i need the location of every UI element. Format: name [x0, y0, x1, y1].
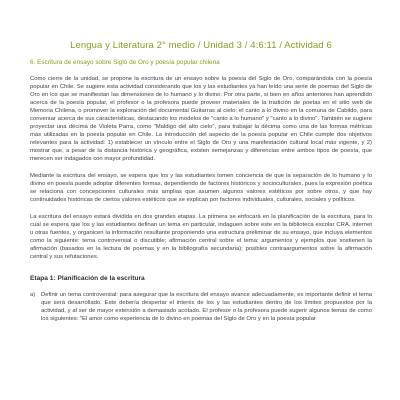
list-item-marker: a) — [30, 292, 36, 298]
paragraph-intro: Como cierre de la unidad, se propone la escritura de un ensayo sobre la poesía del Siglo de Oro, comparándola con la poesía popular en Chile. Se sugiere esta actividad considerando que los y las estudiantes ya han leído una serie de poemas del Siglo de Oro en los que se manifiestan las dimensiones de lo humano y lo divino. Por otra parte, si bien en años anteriores han aprendido acerca de la poesía popular, el profesor o la profesora puede proveer materiales de la tradición de poetas en el sitio web de Memoria Chilena, o promover la exploración del documental Guitarras al cielo: el canto a lo divino en la comuna de Cabildo, para conversar acerca de sus características, destacando los modelos de "canto a lo humano" y "canto a lo divino". También se sugiere proyectar una décima de Violeta Parra, como "Maldigo del alto cielo", para trabajar la décima como una de las formas métricas más utilizadas en la poesía popular en Chile. La introducción del aspecto de la poesía popular en Chile cumple dos objetivos relevantes para la actividad: 1) establecer un vínculo entre el Siglo de Oro y una manifestación cultural local más vigente, y 2) mostrar que, a pesar de la distancia histórica y geográfica, existen semejanzas y diferencias entre ambos tipos de poesía, que merecen ser indagados con mayor profundidad. — [30, 76, 372, 162]
list-item — [30, 291, 372, 323]
stage-heading: Etapa 1: Planificación de la escritura — [30, 275, 145, 282]
list-item-text: Definir un tema controversial: para asegurar que la escritura del ensayo avance adecuadamente, es importante definir el tema que será desarrollado. Este debería despertar el interés de los y las estudiantes dentro de los límites propuestos por la actividad, y al ser de mayor extensión a demasiado acotado. El profesor o la profesora puede sugerir algunos temas de como los siguientes: "El amor como experiencia de lo divino en poemas del Siglo de Oro y en la poesía popular — [41, 292, 372, 322]
paragraph-purpose: Mediante la escritura del ensayo, se espera que los y las estudiantes tomen conciencia de que la separación de lo humano y lo divino en poesía puede adoptar diferentes formas, dependiendo de factores históricos y socioculturales, pues la expresión poética se relaciona con concepciones culturales más amplias que asumen algunos valores estéticos por sobre otros, y que hay continuidades históricas de ciertos valores estéticos que se explican por factores individuales, culturales, sociales y políticos. — [30, 173, 372, 203]
page-title: Lengua y Literatura 2° medio / Unidad 3 / 4:6:11 / Actividad 6 — [70, 40, 332, 51]
paragraph-stages: La escritura del ensayo estará dividida en dos grandes etapas. La primera se enfocará en la planificación de la escritura, para lo cual se espera que los y las estudiantes definan un tema en particular, indaguen sobre este en la biblioteca escolar CRA, internet u otras fuentes, y organicen la información resultante proponiendo una estructura preliminar de su ensayo, que incluya elementos como la siguiente: tema controversial o discutible; afirmación central sobre el tema; argumentos y ejemplos que sostienen la afirmación (basados en la lectura de poemas y en la bibliografía secundaria); posibles contraargumentos sobre la afirmación central y sus refutaciones. — [30, 214, 372, 260]
section-subtitle: 6. Escritura de ensayo sobre Siglo de Oro y poesía popular chilena — [30, 59, 220, 66]
